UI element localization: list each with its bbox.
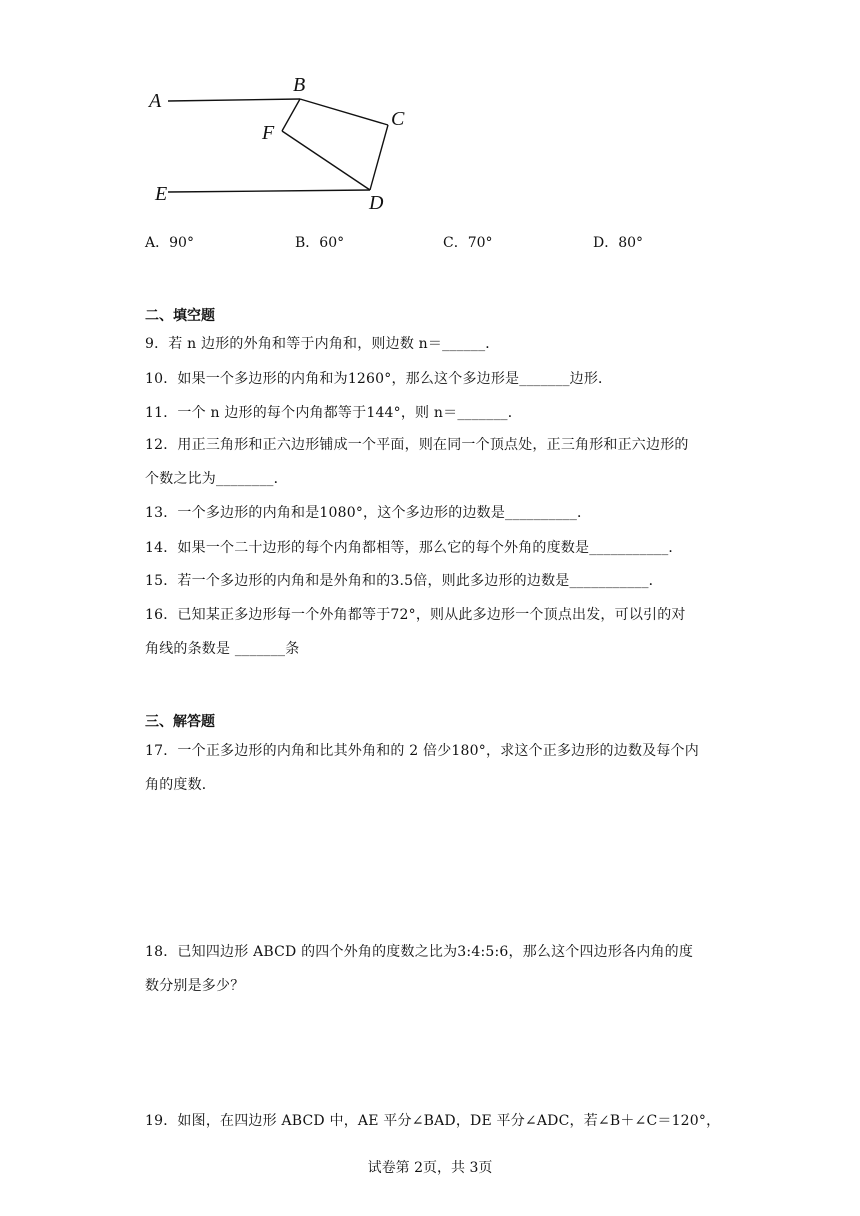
choice-key: A． [145,235,170,251]
label-E: E [155,183,168,205]
question-19-line-1: 19．如图，在四边形 ABCD 中，AE 平分∠BAD，DE 平分∠ADC，若∠B＋∠C＝120°， [145,1113,721,1129]
question-17-line-2: 角的度数． [145,777,216,793]
choice-key: D． [593,235,619,251]
figure-drawing [140,70,430,215]
label-C: C [391,108,405,130]
choice-value: 60° [319,235,345,251]
label-F: F [262,122,275,144]
question-14: 14．如果一个二十边形的每个内角都相等，那么它的每个外角的度数是___________． [145,540,683,556]
section-heading-answer: 三、解答题 [145,714,215,730]
choice-b [295,232,344,252]
label-B: B [293,74,306,96]
segment-ED [168,190,370,192]
segment-AB [168,99,300,101]
section-heading-fill-in: 二、填空题 [145,308,215,324]
choice-value: 90° [169,235,194,251]
choice-c [443,232,493,252]
segment-CD [370,125,388,190]
choice-key: C． [443,235,468,251]
choice-d [593,232,643,252]
choice-key: B． [295,235,320,251]
segment-FD [282,131,370,190]
label-D: D [369,192,384,214]
question-11: 11．一个 n 边形的每个内角都等于144°，则 n＝_______． [145,405,522,421]
label-A: A [149,90,162,112]
question-15: 15．若一个多边形的内角和是外角和的3.5倍，则此多边形的边数是___________． [145,573,663,589]
question-16-line-1: 16．已知某正多边形每一个外角都等于72°，则从此多边形一个顶点出发，可以引的对 [145,607,686,623]
question-12-line-2: 个数之比为________． [145,471,288,487]
question-13: 13．一个多边形的内角和是1080°，这个多边形的边数是__________． [145,505,592,521]
geometry-figure [140,70,430,215]
choice-value: 70° [467,235,493,251]
question-10: 10．如果一个多边形的内角和为1260°，那么这个多边形是_______边形． [145,371,613,387]
page-footer: 试卷第 2页，共 3页 [367,1160,493,1176]
question-12-line-1: 12．用正三角形和正六边形铺成一个平面，则在同一个顶点处，正三角形和正六边形的 [145,437,689,453]
choice-a [145,232,194,252]
choice-value: 80° [618,235,644,251]
question-16-line-2: 角线的条数是 _______条 [145,641,300,657]
segment-BC [300,99,388,125]
question-9: 9．若 n 边形的外角和等于内角和，则边数 n＝______． [145,336,500,352]
segment-BF [282,99,300,131]
question-18-line-1: 18．已知四边形 ABCD 的四个外角的度数之比为3:4:5:6，那么这个四边形各内角的度 [145,944,694,960]
question-17-line-1: 17．一个正多边形的内角和比其外角和的 2 倍少180°，求这个正多边形的边数及每个内 [145,743,699,759]
question-18-line-2: 数分别是多少？ [145,978,245,994]
